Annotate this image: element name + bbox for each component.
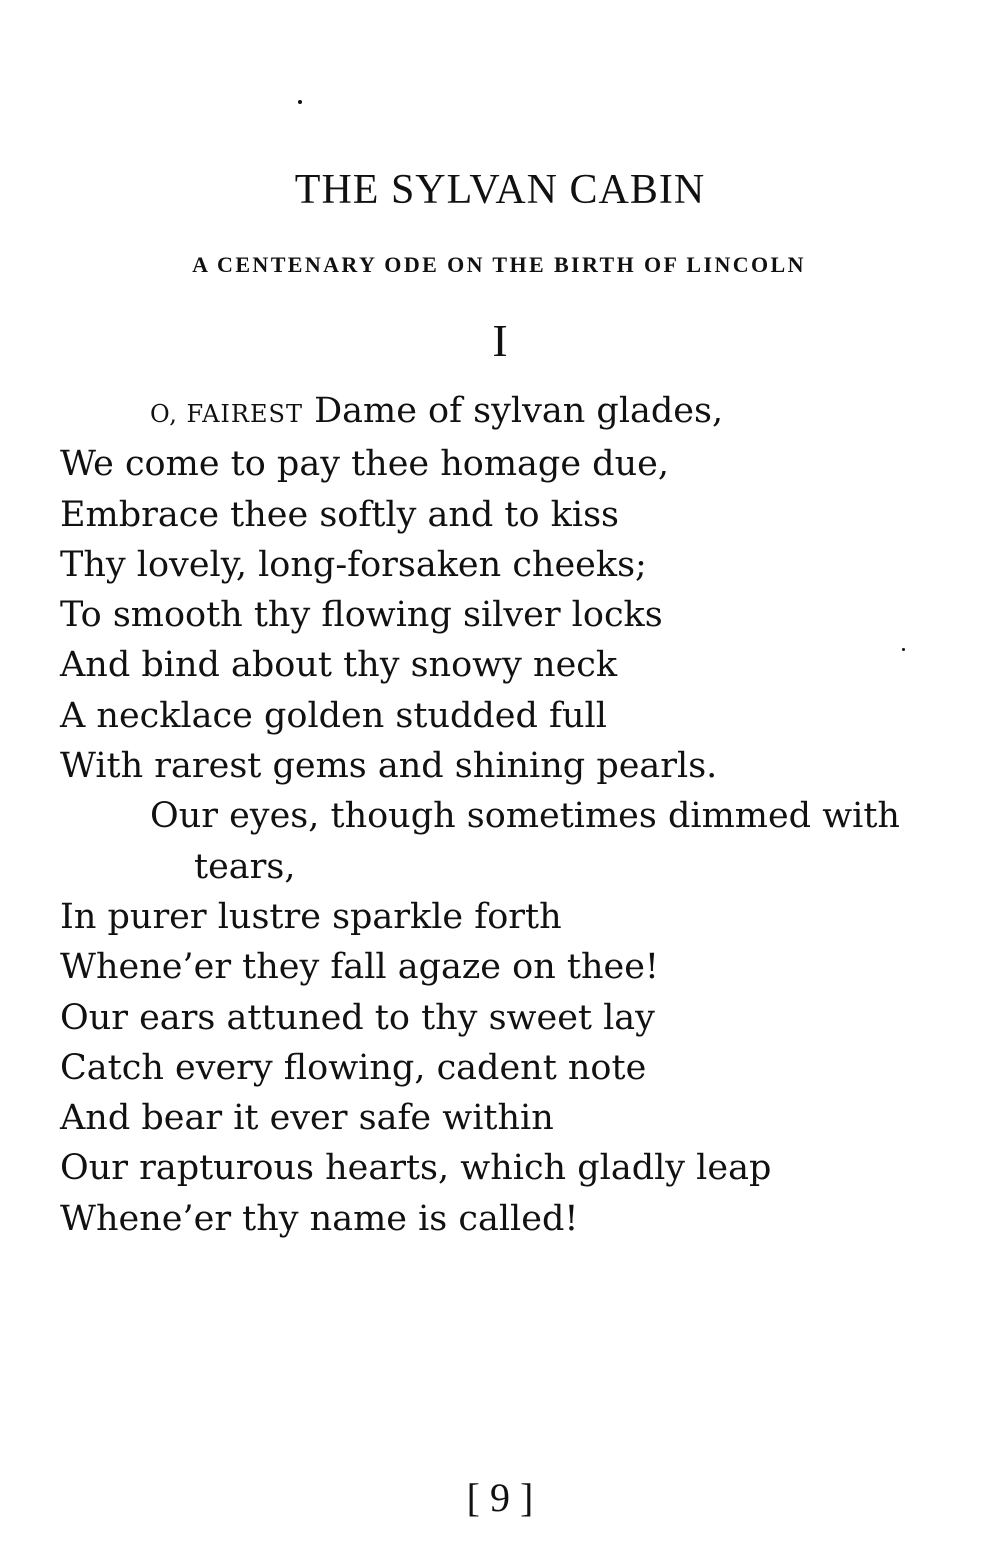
poem-line: Embrace thee softly and to kiss	[60, 494, 620, 535]
page-number: [ 9 ]	[466, 1475, 534, 1520]
poem-line: In purer lustre sparkle forth	[60, 896, 562, 937]
poem-line: A necklace golden studded full	[60, 695, 607, 736]
poem-line: Our ears attuned to thy sweet lay	[60, 997, 655, 1038]
poem-line: And bear it ever safe within	[60, 1098, 554, 1139]
poem-line: Our rapturous hearts, which gladly leap	[60, 1148, 772, 1189]
poem-line	[60, 386, 960, 439]
poem-line: To smooth thy flowing silver locks	[60, 595, 663, 636]
poem-line: Whene’er thy name is called!	[60, 1198, 579, 1239]
opening-words: O, FAIREST	[150, 400, 303, 428]
poem-line: And bind about thy snowy neck	[60, 645, 618, 686]
poem-line: Whene’er they fall agaze on thee!	[60, 947, 659, 988]
poem-line: Thy lovely, long-forsaken cheeks;	[60, 544, 647, 585]
poem-body	[60, 386, 960, 1244]
poem-line-indented: Our eyes, though sometimes dimmed with	[150, 796, 900, 837]
opening-line-rest: Dame of sylvan glades,	[302, 391, 724, 431]
poem-line: With rarest gems and shining pearls.	[60, 746, 718, 787]
poem-line-turnover: tears,	[194, 846, 296, 887]
ink-speck	[298, 100, 302, 104]
poem-line: We come to pay thee homage due,	[60, 444, 669, 485]
poem-title: THE SYLVAN CABIN	[294, 167, 706, 213]
poem-line: Catch every flowing, cadent note	[60, 1047, 647, 1088]
section-number: I	[492, 315, 508, 366]
poem-subtitle: A CENTENARY ODE ON THE BIRTH OF LINCOLN	[192, 252, 806, 277]
